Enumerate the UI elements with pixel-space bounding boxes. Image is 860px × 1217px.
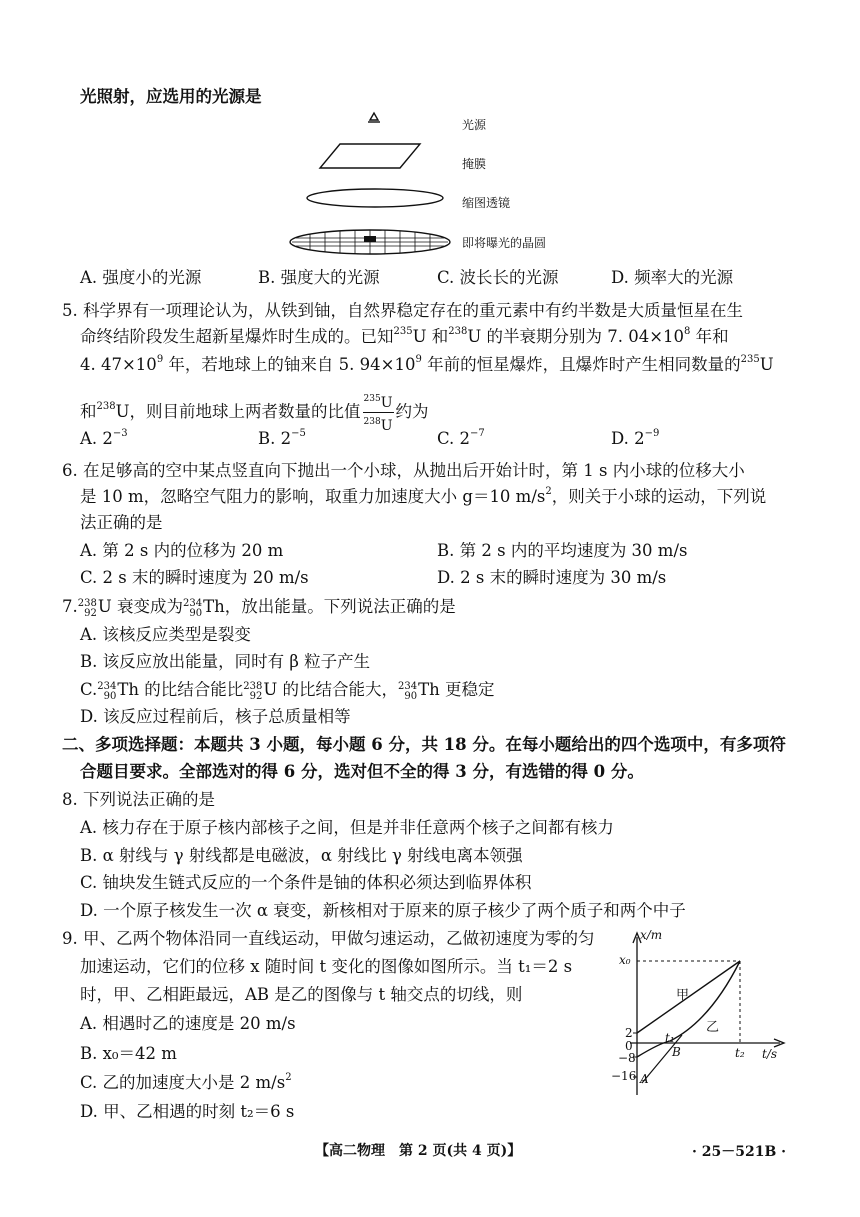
q6-line1: 6. 在足够高的空中某点竖直向下抛出一个小球，从抛出后开始计时，第 1 s 内小球的位移大小 <box>62 461 745 480</box>
q5-option-a: A. $2^{-3}$ <box>80 428 128 448</box>
q5-line4: 和$^{238}$U，则目前地球上两者数量的比值 $\frac{^{235}U}{^{238}U}$ 约为 <box>80 390 429 435</box>
q9-line3: 时，甲、乙相距最远，AB 是乙的图像与 t 轴交点的切线，则 <box>80 985 523 1004</box>
q9-graph-y-axis-label: x/m <box>640 928 663 942</box>
q6-option-b: B. 第 2 s 内的平均速度为 30 m/s <box>437 541 688 560</box>
q4-option-b: B. 强度大的光源 <box>258 268 380 287</box>
diagram-label-mask: 掩膜 <box>462 157 487 171</box>
q8-stem: 8. 下列说法正确的是 <box>62 790 215 809</box>
q4-option-d: D. 频率大的光源 <box>611 268 734 287</box>
q9-graph-x-axis-label: t/s <box>762 1047 778 1061</box>
q7-option-d: D. 该反应过程前后，核子总质量相等 <box>80 707 351 726</box>
lithography-diagram <box>280 108 480 268</box>
q6-line3: 法正确的是 <box>80 513 163 532</box>
q9-graph-tick-0: 0 <box>625 1039 633 1053</box>
footer-exam-code: · 25－521B · <box>692 1144 787 1160</box>
q5-line1: 5. 科学界有一项理论认为，从铁到铀，自然界稳定存在的重元素中有约半数是大质量恒星在生 <box>62 301 743 320</box>
diagram-label-light-source: 光源 <box>462 118 487 132</box>
q8-option-b: B. α 射线与 γ 射线都是电磁波，α 射线比 γ 射线电离本领强 <box>80 846 523 865</box>
wafer-shape <box>290 230 450 254</box>
q9-line2: 加速运动，它们的位移 x 随时间 t 变化的图像如图所示。当 t₁＝2 s <box>80 957 573 976</box>
q8-option-a: A. 核力存在于原子核内部核子之间，但是并非任意两个核子之间都有核力 <box>80 818 614 837</box>
diagram-label-wafer: 即将曝光的晶圆 <box>462 236 547 250</box>
q5-line2: 命终结阶段发生超新星爆炸时生成的。已知$^{235}$U 和$^{238}$U 的半衰期分别为 7. $04\times 10^8$ 年和 <box>80 326 729 346</box>
q9-graph-tick-m16: −16 <box>611 1069 637 1083</box>
q9-graph-t2-label: t₂ <box>735 1046 745 1060</box>
q8-option-c: C. 铀块发生链式反应的一个条件是铀的体积必须达到临界体积 <box>80 873 532 892</box>
q7-option-b: B. 该反应放出能量，同时有 β 粒子产生 <box>80 652 371 671</box>
q4-option-a: A. 强度小的光源 <box>80 268 202 287</box>
q9-option-d: D. 甲、乙相遇的时刻 t₂＝6 s <box>80 1102 295 1121</box>
q5-option-d: D. $2^{-9}$ <box>611 428 660 448</box>
q9-graph-x0-label: x₀ <box>619 953 631 967</box>
q9-graph-tick-2: 2 <box>625 1026 633 1040</box>
q7-option-c: C. 234 90 Th 的比结合能比 238 92 U 的比结合能大， 234 90 Th 更稳定 <box>80 680 495 702</box>
q4-stem-tail: 光照射，应选用的光源是 <box>80 87 262 106</box>
lens-shape <box>307 189 443 207</box>
q5-line3: 4. $47\times 10^9$ 年，若地球上的铀来自 5. $94\times 10^9$ 年前的恒星爆炸，且爆炸时产生相同数量的$^{235}$U <box>80 354 774 374</box>
q5-option-b: B. $2^{-5}$ <box>258 428 306 448</box>
q6-option-c: C. 2 s 末的瞬时速度为 20 m/s <box>80 568 309 587</box>
q8-option-d: D. 一个原子核发生一次 α 衰变，新核相对于原来的原子核少了两个质子和两个中子 <box>80 901 686 920</box>
nuclide-th234: 234 90 <box>183 598 203 619</box>
q9-graph-tick-m8: −8 <box>618 1051 636 1065</box>
q9-line1: 9. 甲、乙两个物体沿同一直线运动，甲做匀速运动，乙做初速度为零的匀 <box>62 929 595 948</box>
q9-option-c: C. 乙的加速度大小是 2 $m/s^2$ <box>80 1072 292 1092</box>
light-source-icon <box>370 113 378 120</box>
q9-graph-t1-label: t₁ <box>665 1031 675 1045</box>
q9-graph-jia-label: 甲 <box>676 988 690 1003</box>
q9-option-b: B. x₀＝42 m <box>80 1044 177 1063</box>
diagram-label-lens: 缩图透镜 <box>462 196 511 210</box>
q6-option-a: A. 第 2 s 内的位移为 20 m <box>80 541 284 560</box>
q6-option-d: D. 2 s 末的瞬时速度为 30 m/s <box>437 568 667 587</box>
section2-heading-line1: 二、多项选择题：本题共 3 小题，每小题 6 分，共 18 分。在每小题给出的四个选项中，有多项符 <box>62 735 786 754</box>
q7-option-a: A. 该核反应类型是裂变 <box>80 625 251 644</box>
q9-graph-point-a: A <box>640 1072 649 1086</box>
q9-graph-point-b: B <box>672 1045 681 1059</box>
q5-ratio-fraction: $\frac{^{235}U}{^{238}U}$ <box>363 390 394 435</box>
nuclide-u238: 238 92 <box>77 598 97 619</box>
q5-option-c: C. $2^{-7}$ <box>437 428 485 448</box>
q9-option-a: A. 相遇时乙的速度是 20 m/s <box>80 1014 296 1033</box>
q9-graph-yi-label: 乙 <box>706 1020 720 1035</box>
q4-option-c: C. 波长长的光源 <box>437 268 559 287</box>
q7-stem: 7. 238 92 U 衰变成为 234 90 Th，放出能量。下列说法正确的是 <box>62 597 456 619</box>
footer-page-info: 【高二物理 第 2 页(共 4 页)】 <box>315 1143 522 1159</box>
mask-shape <box>320 144 420 168</box>
q6-line2: 是 10 m，忽略空气阻力的影响，取重力加速度大小 g＝10 $m/s^2$，则关于小球的运动，下列说 <box>80 486 767 506</box>
section2-heading-line2: 合题目要求。全部选对的得 6 分，选对但不全的得 3 分，有选错的得 0 分。 <box>80 762 644 781</box>
